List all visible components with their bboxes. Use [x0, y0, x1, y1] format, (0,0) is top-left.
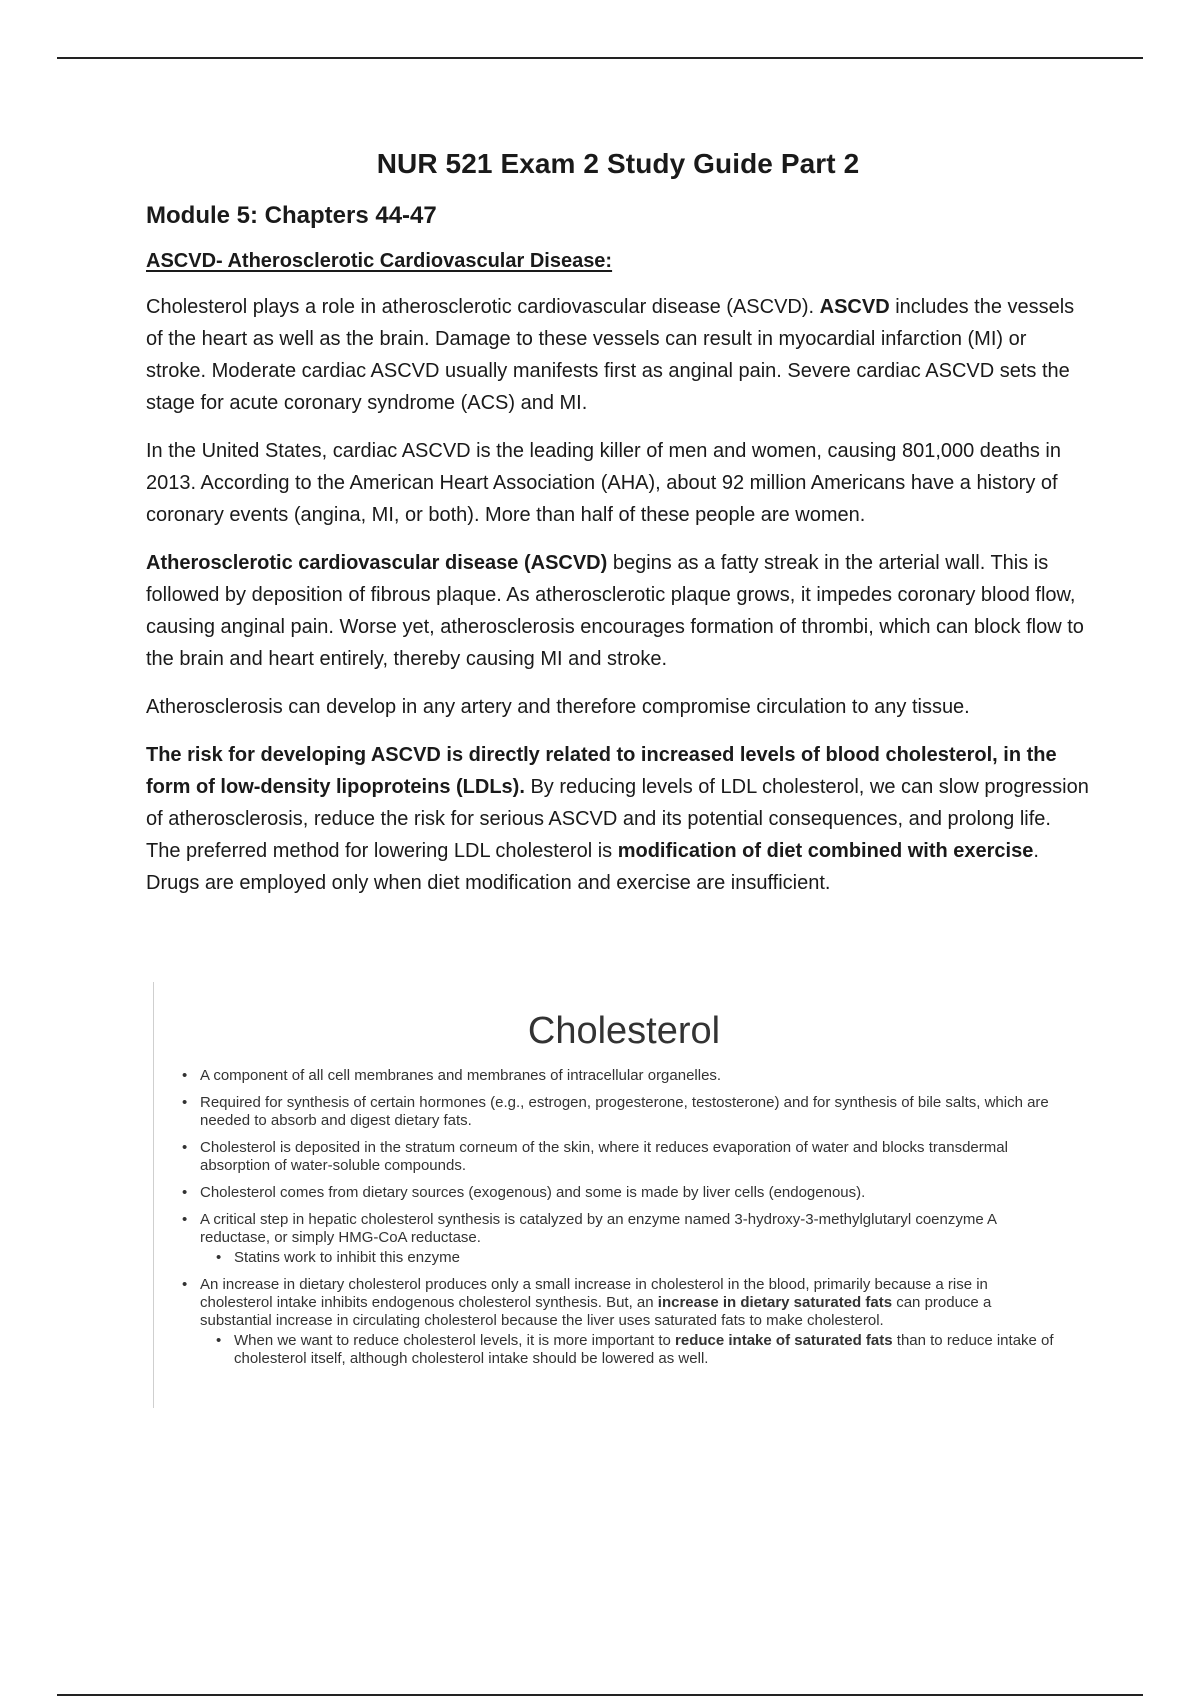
slide-sub-list — [200, 1332, 1054, 1368]
slide-bullet: • Cholesterol comes from dietary sources (exogenous) and some is made by liver cells (endogenous). — [186, 1184, 1054, 1202]
paragraph-us-statistics: In the United States, cardiac ASCVD is the leading killer of men and women, causing 801,000 deaths in 2013. According to the American Heart Association (AHA), about 92 million Americans have a history of coronary events (angina, MI, or both). More than half of these people are women. — [146, 440, 1061, 526]
bottom-rule — [57, 1694, 1143, 1696]
paragraph-ascvd-intro — [146, 291, 1090, 419]
bold-run: ASCVD — [819, 296, 890, 318]
slide-bullet-list — [154, 1067, 1054, 1368]
text-run: can produce a substantial increase in circulating cholesterol because the liver uses saturated fats to make cholesterol. — [200, 1294, 992, 1329]
document-body — [146, 148, 1090, 899]
slide-bullet: • Cholesterol is deposited in the stratum corneum of the skin, where it reduces evaporation of water and blocks transdermal absorption of water-soluble compounds. — [186, 1139, 1054, 1175]
top-rule — [57, 57, 1143, 59]
slide-sub-list — [200, 1249, 1054, 1267]
text-run: When we want to reduce cholesterol levels, it is more important to — [234, 1332, 676, 1349]
slide-sub-bullet: • Statins work to inhibit this enzyme — [220, 1249, 1054, 1267]
slide-bullet-saturated-fats — [186, 1276, 1054, 1368]
section-heading: ASCVD- Atherosclerotic Cardiovascular Disease: — [146, 250, 613, 272]
slide-bullet: • A component of all cell membranes and membranes of intracellular organelles. — [186, 1067, 1054, 1085]
text-run: A critical step in hepatic cholesterol synthesis is catalyzed by an enzyme named 3-hydroxy-3-methylglutaryl coenzyme A reductase, or simply HMG-CoA reductase. — [200, 1211, 997, 1246]
bold-run: The risk for developing ASCVD is directly related to increased levels of blood cholesterol, in the form of low-density lipoproteins (LDLs). — [146, 744, 1057, 798]
text-run: . Drugs are employed only when diet modification and exercise are insufficient. — [146, 840, 1039, 894]
paragraph-any-artery: Atherosclerosis can develop in any artery and therefore compromise circulation to any tissue. — [146, 696, 970, 718]
module-heading: Module 5: Chapters 44-47 — [146, 202, 437, 229]
text-run: Cholesterol plays a role in atherosclerotic cardiovascular disease (ASCVD). — [146, 296, 820, 318]
bold-run: Atherosclerotic cardiovascular disease (ASCVD) — [146, 552, 608, 574]
paragraph-ascvd-definition — [146, 547, 1090, 675]
slide-bullet: • Required for synthesis of certain hormones (e.g., estrogen, progesterone, testosterone) and for synthesis of bile salts, which are needed to absorb and digest dietary fats. — [186, 1094, 1054, 1130]
bold-run: increase in dietary saturated fats — [657, 1294, 893, 1311]
text-run: begins as a fatty streak in the arterial wall. This is followed by deposition of fibrous plaque. As atherosclerotic plaque grows, it impedes coronary blood flow, causing anginal pain. Worse yet, atherosclerosis encourages formation of thrombi, which can block flow to the brain and heart entirely, thereby causing MI and stroke. — [146, 552, 1084, 670]
text-run: includes the vessels of the heart as well as the brain. Damage to these vessels can result in myocardial infarction (MI) or stroke. Moderate cardiac ASCVD usually manifests first as anginal pain. Severe cardiac ASCVD sets the stage for acute coronary syndrome (ACS) and MI. — [146, 296, 1075, 414]
slide-title: Cholesterol — [527, 1010, 721, 1052]
text-run: than to reduce intake of cholesterol itself, although cholesterol intake should be lowered as well. — [234, 1332, 1054, 1367]
paragraph-ldl-risk — [146, 739, 1090, 899]
document-title: NUR 521 Exam 2 Study Guide Part 2 — [376, 148, 860, 179]
slide-bullet-hmg — [186, 1211, 1054, 1267]
bold-run: modification of diet combined with exercise — [617, 840, 1034, 862]
text-run: By reducing levels of LDL cholesterol, we can slow progression of atherosclerosis, reduce the risk for serious ASCVD and its potential consequences, and prolong life. The preferred method for lowering LDL cholesterol is — [146, 776, 1089, 862]
slide-sub-bullet — [220, 1332, 1054, 1368]
text-run: An increase in dietary cholesterol produces only a small increase in cholesterol in the blood, primarily because a rise in cholesterol intake inhibits endogenous cholesterol synthesis. But, an — [200, 1276, 988, 1311]
cholesterol-slide-image — [153, 982, 1054, 1408]
bold-run: reduce intake of saturated fats — [675, 1332, 893, 1349]
